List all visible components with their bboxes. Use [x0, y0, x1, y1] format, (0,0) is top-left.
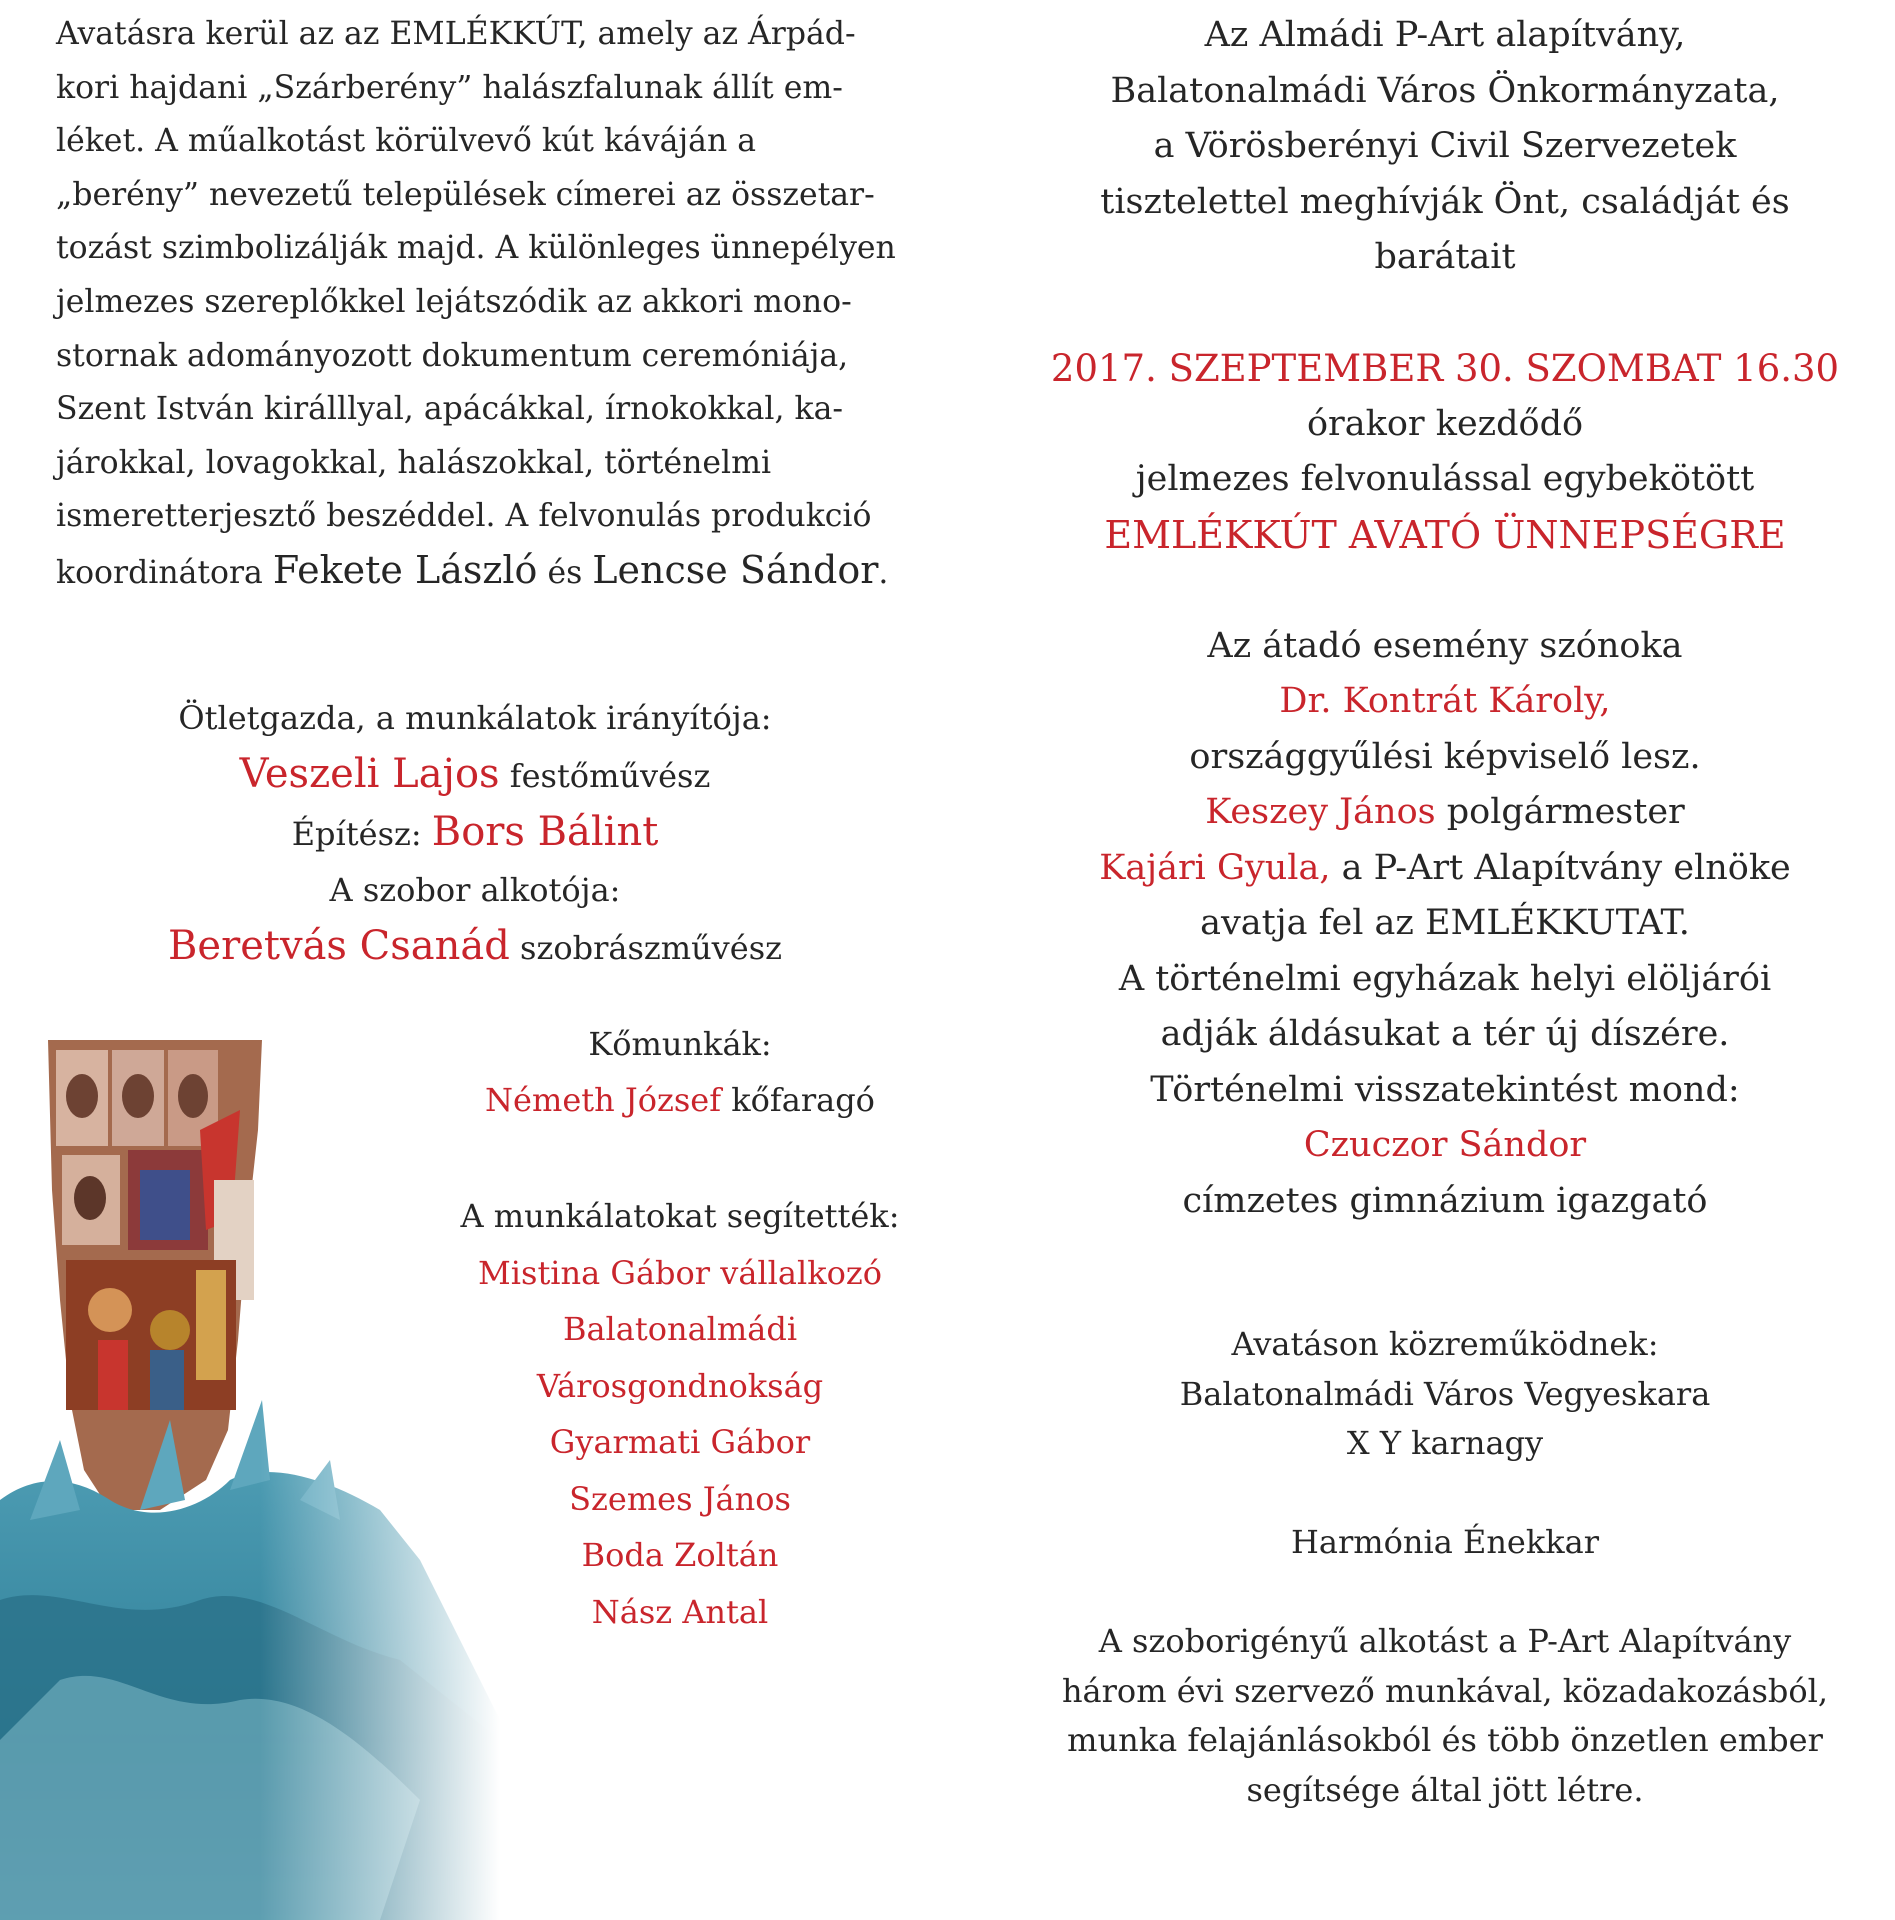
retrospect-label: Történelmi visszatekintést mond: [1150, 1069, 1740, 1110]
architect-name: Bors Bálint [431, 809, 659, 855]
closing-line: három évi szervező munkával, közadakozásból, [1061, 1671, 1829, 1710]
stonework-label: Kőmunkák: [588, 1025, 772, 1063]
helper-name: Nász Antal [591, 1592, 769, 1631]
intro-line: jelmezes szereplőkkel lejátszódik az akkori mono- [56, 283, 852, 320]
intro-line: stornak adományozott dokumentum ceremóniája, [56, 337, 849, 374]
intro-line: kori hajdani „Szárberény” halászfalunak állít em- [56, 69, 843, 106]
event-title: EMLÉKKÚT AVATÓ ÜNNEPSÉGRE [1104, 512, 1786, 557]
performers-band: Balatonalmádi Város Vegyeskara [1179, 1374, 1711, 1413]
intro-last-suffix: . [878, 554, 889, 591]
sculptor-label: A szobor alkotója: [329, 871, 621, 909]
event-time-line: órakor kezdődő [1306, 403, 1584, 444]
churches-line-1: A történelmi egyházak helyi elöljárói [1118, 958, 1772, 999]
intro-last-line [56, 544, 924, 601]
mayor-name: Keszey János [1205, 792, 1436, 832]
event-parade-line: jelmezes felvonulással egybekötött [1135, 459, 1755, 499]
inaugurate-line: avatja fel az EMLÉKKUTAT. [1200, 903, 1690, 943]
intro-line: ismeretterjesztő beszéddel. A felvonulás produkció [56, 498, 872, 535]
performers-conductor: X Y karnagy [1346, 1424, 1544, 1462]
closing-line: segítsége által jött létre. [1246, 1770, 1644, 1809]
performers-label: Avatáson közreműködnek: [1231, 1325, 1659, 1363]
closing-line: munka felajánlásokból és több önzetlen ember [1067, 1721, 1823, 1759]
host-line: Az Almádi P-Art alapítvány, [1204, 15, 1686, 55]
intro-line: Szent István királllyal, apácákkal, írnokokkal, ka- [56, 391, 844, 428]
sculptor-line [140, 918, 810, 976]
coordinator-name-2: Lencse Sándor [592, 547, 879, 592]
president-role: a P-Art Alapítvány elnöke [1330, 847, 1791, 888]
speaker-label: Az átadó esemény szónoka [1207, 625, 1683, 666]
mayor-line [1000, 785, 1890, 841]
host-line: barátait [1374, 237, 1516, 277]
idea-line [140, 746, 810, 804]
sculptor-name: Beretvás Csanád [168, 923, 510, 969]
closing-line: A szoborigényű alkotást a P-Art Alapítvány [1098, 1622, 1792, 1660]
architect-label: Építész: [291, 815, 432, 853]
intro-conjunction: és [537, 554, 593, 591]
intro-line: léket. A műalkotást körülvevő kút káváján a [56, 123, 757, 160]
helper-name: Gyarmati Gábor [549, 1423, 811, 1461]
churches-line-2: adják áldásukat a tér új díszére. [1160, 1014, 1730, 1054]
idea-name: Veszeli Lajos [239, 751, 500, 797]
intro-line: Avatásra kerül az az EMLÉKKÚT, amely az Árpád- [56, 16, 856, 52]
host-line: a Vörösberényi Civil Szervezetek [1153, 126, 1737, 166]
intro-line: „berény” nevezetű települések címerei az összetar- [56, 176, 875, 213]
speaker-role: országgyűlési képviselő lesz. [1189, 736, 1701, 777]
architect-line [140, 804, 810, 862]
helper-name: Mistina Gábor vállalkozó [478, 1253, 882, 1292]
stonework-name: Németh József [485, 1081, 722, 1119]
helpers-block [400, 1188, 960, 1640]
intro-line: járokkal, lovagokkal, halászokkal, történelmi [56, 444, 772, 481]
helper-name: Balatonalmádi [562, 1310, 798, 1348]
stonework-block [400, 1016, 960, 1128]
president-name: Kajári Gyula, [1099, 847, 1331, 888]
idea-label: Ötletgazda, a munkálatok irányítója: [178, 699, 772, 737]
host-line: tisztelettel meghívják Önt, családját és [1100, 181, 1790, 222]
host-line: Balatonalmádi Város Önkormányzata, [1110, 70, 1780, 111]
speaker-name: Dr. Kontrát Károly, [1279, 681, 1611, 721]
idea-role: festőművész [499, 757, 711, 795]
stonework-role: kőfaragó [721, 1081, 875, 1119]
event-date: 2017. SZEPTEMBER 30. SZOMBAT 16.30 [1050, 347, 1840, 390]
credits-block [140, 690, 810, 976]
helper-name: Városgondnokság [536, 1366, 824, 1405]
stonework-line [400, 1072, 960, 1128]
performers-block [1000, 1320, 1890, 1815]
helper-name: Boda Zoltán [581, 1536, 779, 1574]
invitation-block [1000, 8, 1890, 1229]
helpers-label: A munkálatokat segítették: [460, 1197, 900, 1235]
intro-line: tozást szimbolizálják majd. A különleges ünnepélyen [56, 230, 896, 267]
sculptor-role: szobrászművész [509, 929, 782, 967]
intro-last-prefix: koordinátora [56, 554, 273, 591]
president-line [1000, 841, 1890, 897]
retrospect-name: Czuczor Sándor [1303, 1125, 1587, 1165]
coordinator-name-1: Fekete László [272, 547, 538, 592]
retrospect-role: címzetes gimnázium igazgató [1182, 1180, 1708, 1221]
helper-name: Szemes János [569, 1479, 791, 1518]
mayor-role: polgármester [1435, 792, 1685, 832]
intro-paragraph [56, 8, 924, 601]
performers-choir: Harmónia Énekkar [1290, 1523, 1600, 1561]
